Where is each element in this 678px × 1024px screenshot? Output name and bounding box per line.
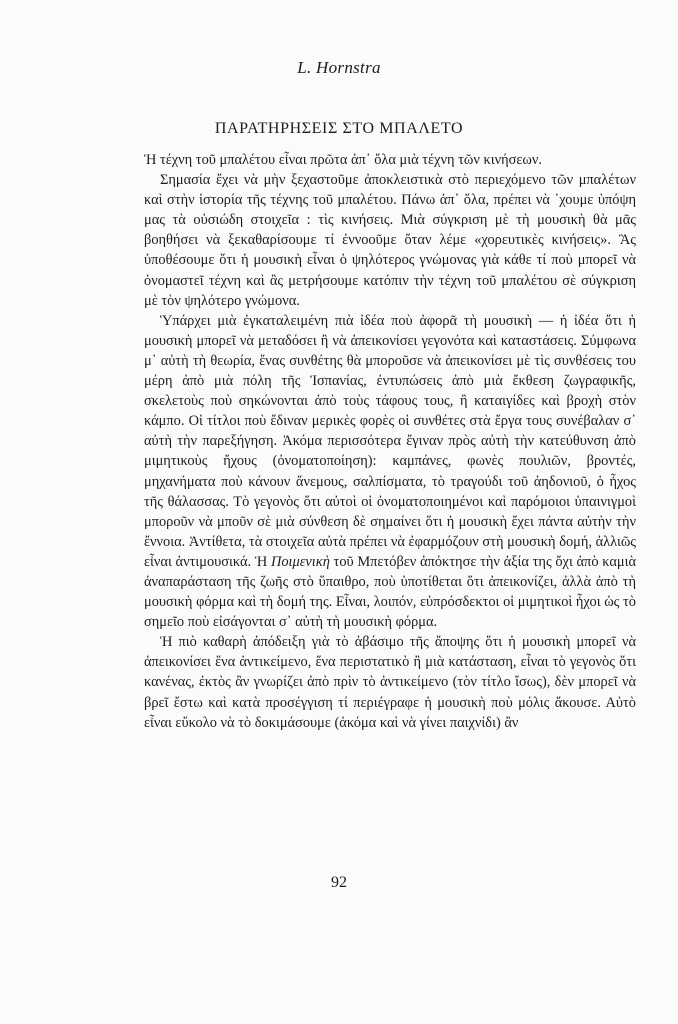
paragraph-3 (144, 311, 636, 633)
paragraph-2-text: Σημασία ἔχει νὰ μὴν ξεχαστοῦμε ἀποκλειστικὰ στὸ περιεχόμενο τῶν μπαλέτων καὶ στὴν ἱστορία τῆς τέχνης τοῦ μπαλέτου. Πάνω ἀπ᾽ ὅλα, πρέπει νὰ ᾽χουμε ὑπόψη μας τὰ οὐσιώδη στοιχεῖα : τὶς κινήσεις. Μιὰ σύγκριση μὲ τὴ μουσικὴ θὰ μᾶς βοηθήσει νὰ ξεκαθαρίσουμε τί ἐννοοῦμε ὅταν λέμε «χορευτικὲς κινήσεις». Ἂς ὑποθέσουμε ὅτι ἡ μουσικὴ εἶναι ὁ ψηλότερος γνώμονας γιὰ κάθε τί ποὺ μπορεῖ νὰ ὀνομαστεῖ τέχνη καὶ ἂς μετρήσουμε κατόπιν τὴν τέχνη τοῦ μπαλέτου σὲ σύγκριση μὲ τὸν ψηλότερο γνώμονα. (144, 172, 636, 309)
paragraph-1-text: Ἡ τέχνη τοῦ μπαλέτου εἶναι πρῶτα ἀπ᾽ ὅλα μιὰ τέχνη τῶν κινήσεων. (144, 152, 542, 168)
paragraph-3-text-continued: τοῦ Μπετόβεν ἀπόκτησε τὴν ἀξία της ὄχι ἀπὸ καμιὰ ἀναπαράσταση τῆς ζωῆς στὸ ὕπαιθρο, ποὺ ὑποτίθεται ὅτι ἀπεικονίζει, ἀλλὰ ἀπὸ τὴ μουσικὴ φόρμα καὶ τὴ δομή της. Εἶναι, λοιπόν, εὐπρόσδεκτοι οἱ μιμητικοὶ ἦχοι ὡς τὸ σημεῖο ποὺ εἰσάγονται σ᾽ αὐτὴ τὴ μουσικὴ φόρμα. (144, 553, 637, 631)
paragraph-3-text: Ὑπάρχει μιὰ ἐγκαταλειμένη πιὰ ἰδέα ποὺ ἀφορᾶ τὴ μουσικὴ — ἡ ἰδέα ὅτι ἡ μουσικὴ μπορεῖ νὰ μεταδόσει ἢ νὰ ἀπεικονίσει γεγονότα καὶ καταστάσεις. Σύμφωνα μ᾽ αὐτὴ τὴ θεωρία, ἕνας συνθέτης θὰ μποροῦσε νὰ ἀπεικονίσει μὲ τὶς συνθέσεις του μέρη ἀπὸ μιὰ πόλη τῆς Ἱσπανίας, ἐντυπώσεις ἀπὸ μιὰ ἔκθεση ζωγραφικῆς, σκελετοὺς ποὺ σηκώνονται ἀπὸ τοὺς τάφους τους, ἢ καταιγίδες καὶ βροχὴ στὸν κάμπο. Οἱ τίτλοι ποὺ ἔδιναν μερικὲς φορὲς οἱ συνθέτες στὰ ἔργα τους συνέβαλαν σ᾽ αὐτὴ τὴν παρεξήγηση. Ἀκόμα περισσότερα ἔγιναν πρὸς αὐτὴ τὴν κατεύθυνση ἀπὸ μιμητικοὺς ἤχους (ὀνοματοποίηση): καμπάνες, φωνὲς πουλιῶν, βροντές, μηχανήματα ποὺ κάνουν ἄνεμους, σαλπίσματα, τὸ τραγούδι τοῦ ἀηδονιοῦ, ὁ ἦχος τῆς θάλασσας. Τὸ γεγονὸς ὅτι αὐτοὶ οἱ ὀνοματοποιημένοι καὶ παρόμοιοι ὑπαινιγμοὶ μποροῦν νὰ μποῦν σὲ μιὰ σύνθεση δὲ σημαίνει ὅτι ἡ μουσικὴ ἔχει πάντα αὐτὴν τὴν ἔννοια. Ἀντίθετα, τὰ στοιχεῖα αὐτὰ πρέπει νὰ ἐφαρμόζουν στὴ μουσικὴ δομή, ἀλλιῶς εἶναι ἀντιμουσικά. Ἡ (144, 312, 636, 570)
body-text (144, 150, 636, 733)
page-number: 92 (331, 874, 347, 891)
paragraph-4 (144, 632, 636, 732)
running-header-author: L. Hornstra (297, 58, 381, 77)
chapter-title: ΠΑΡΑΤΗΡΗΣΕΙΣ ΣΤΟ ΜΠΑΛΕΤΟ (214, 120, 464, 137)
paragraph-4-text: Ἡ πιὸ καθαρὴ ἀπόδειξη γιὰ τὸ ἀβάσιμο τῆς ἄποψης ὅτι ἡ μουσικὴ μπορεῖ νὰ ἀπεικονίσει ἕνα ἀντικείμενο, ἕνα περιστατικὸ ἢ μιὰ κατάσταση, εἶναι τὸ γεγονὸς ὅτι κανένας, ἐκτὸς ἂν γνωρίζει ἀπὸ πρὶν τὸ ἀντικείμενο (τὸν τίτλο ἴσως), δὲν μπορεῖ νὰ βρεῖ ἔστω καὶ κατὰ προσέγγιση τί περιέγραφε ἡ μουσικὴ ποὺ μόλις ἄκουσε. Αὐτὸ εἶναι εὔκολο νὰ τὸ δοκιμάσουμε (ἀκόμα καὶ νὰ γίνει παιχνίδι) ἂν (144, 634, 636, 731)
paragraph-2 (144, 170, 636, 311)
italic-work-title: Ποιμενικὴ (270, 553, 330, 570)
paragraph-1 (144, 150, 636, 170)
